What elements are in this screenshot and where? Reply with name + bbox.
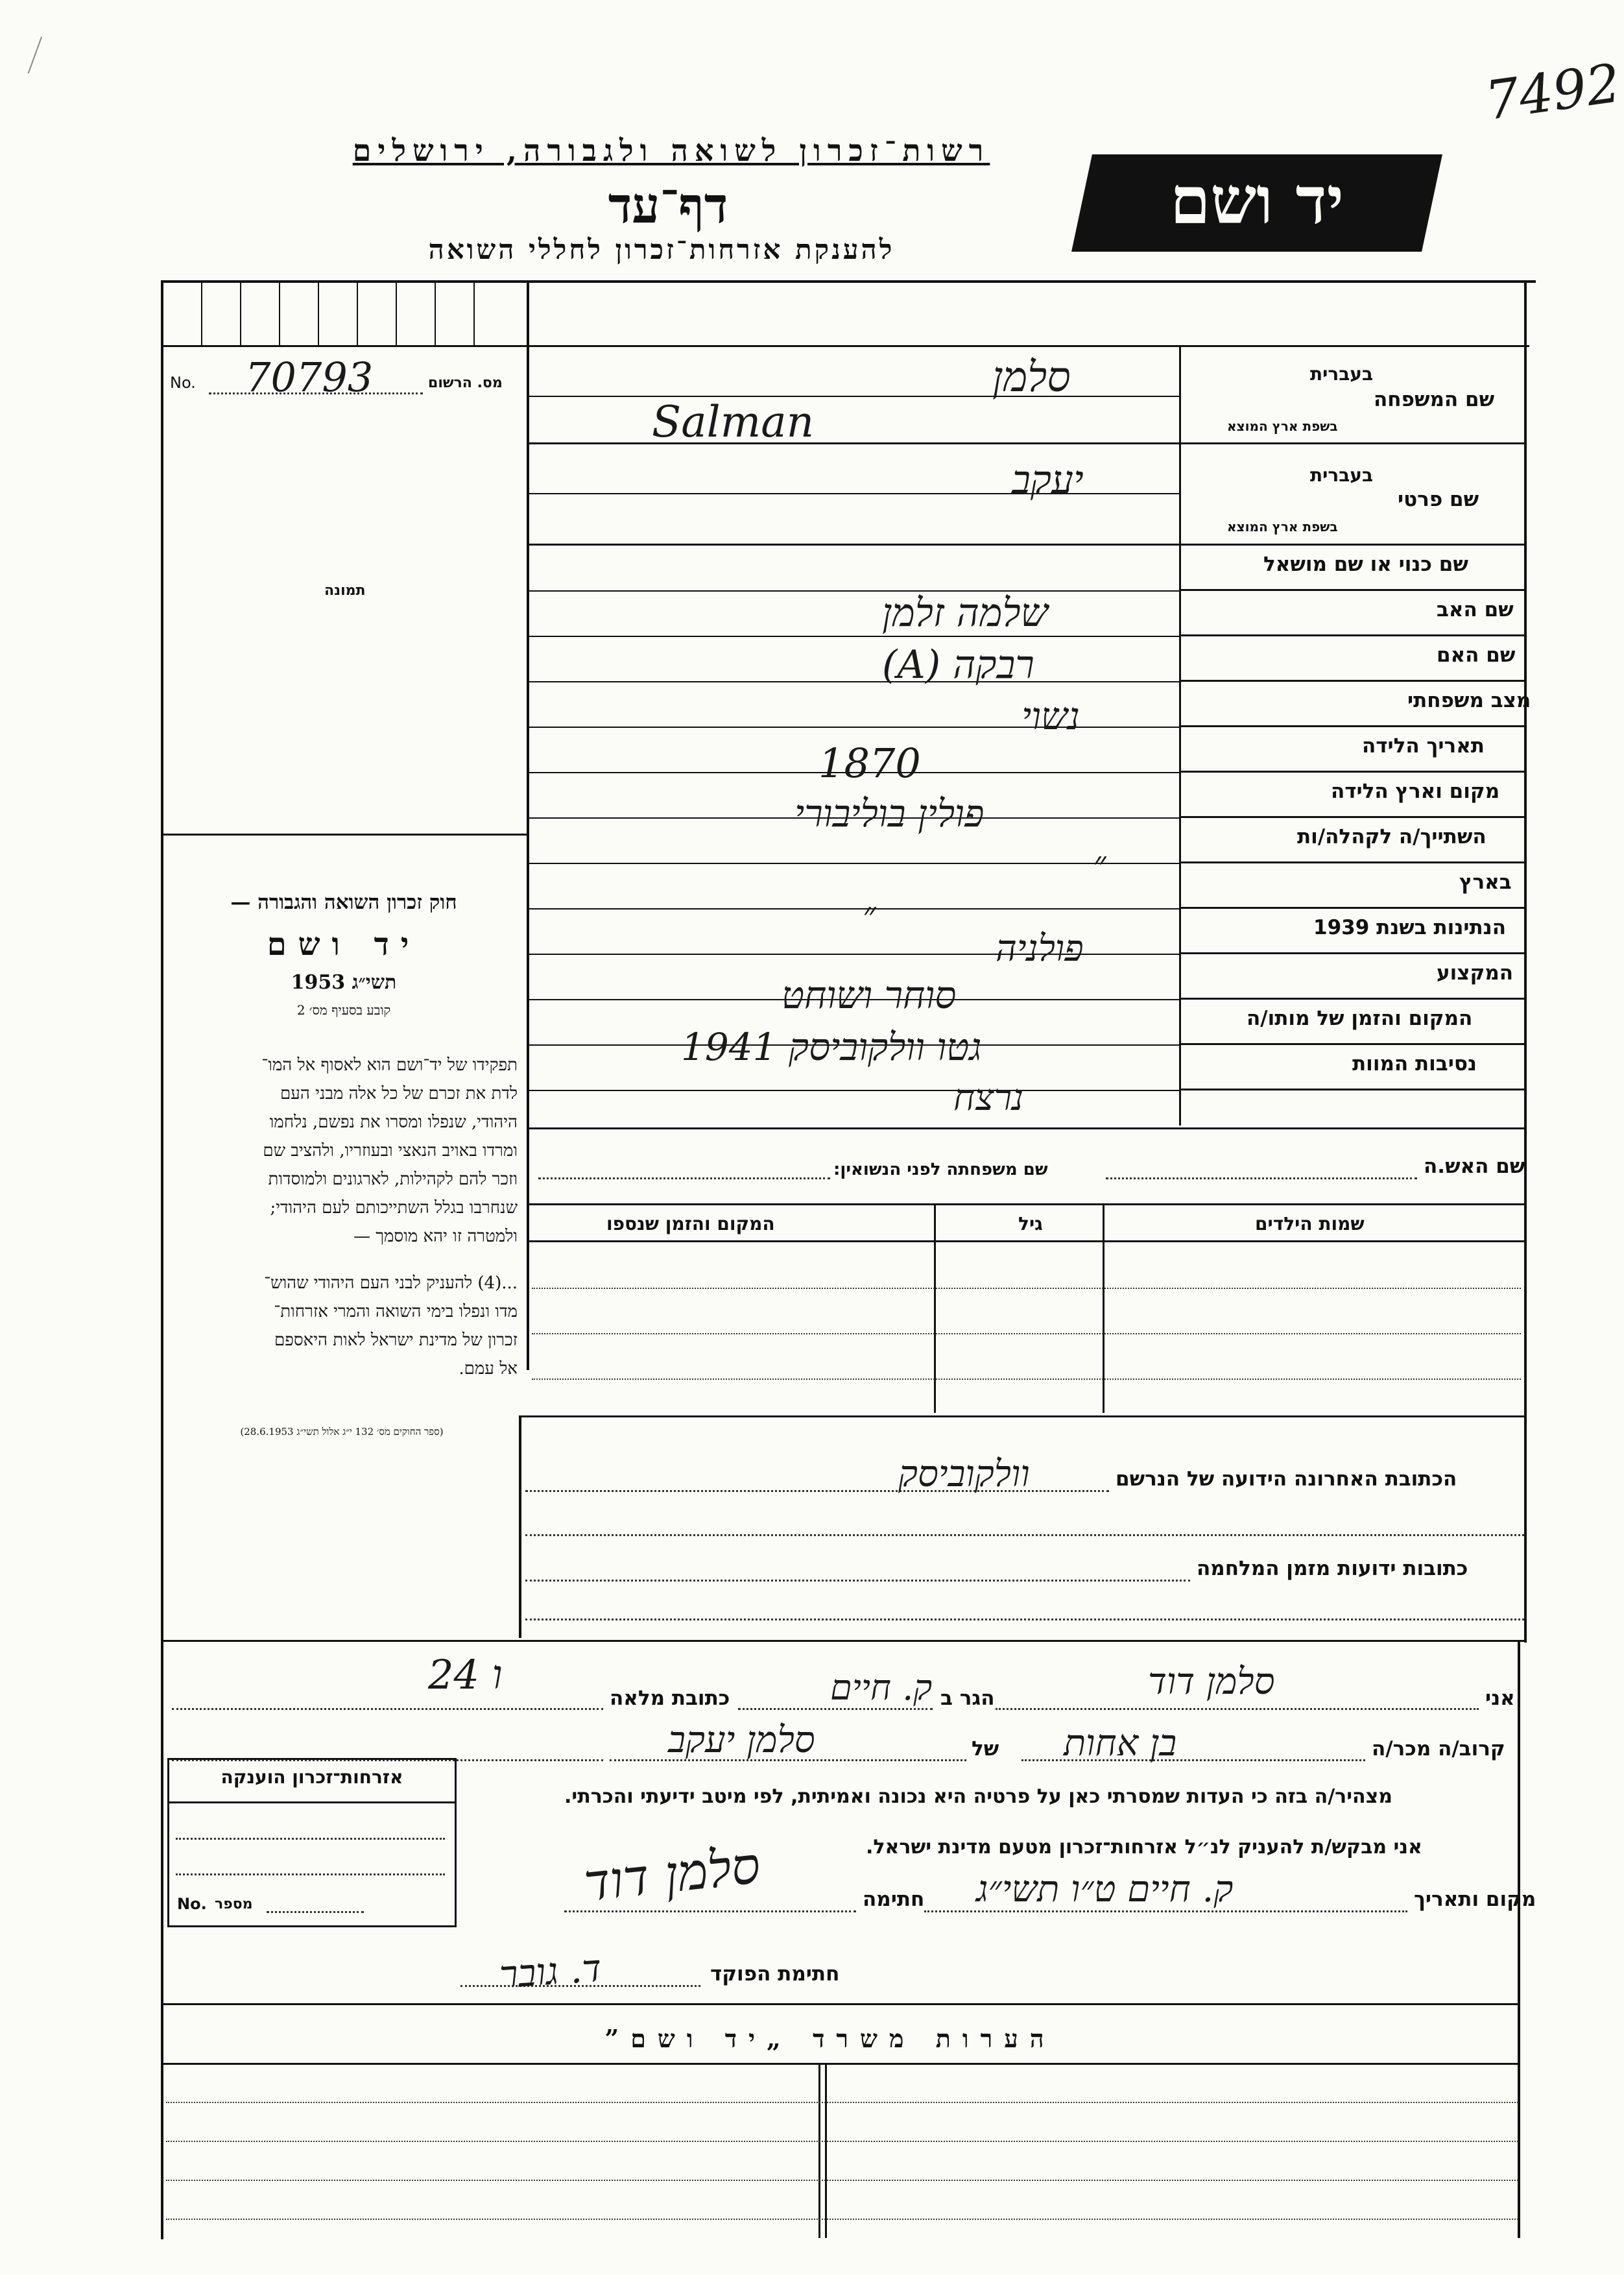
archive-number: 7492 bbox=[1481, 52, 1624, 133]
mother-label: שם האם bbox=[1437, 644, 1516, 667]
office-notes-title: הערות משרד „יד ושם” bbox=[604, 2024, 1056, 2053]
registration-number: 70793 bbox=[245, 354, 374, 401]
full-address-label: כתובת מלאה bbox=[610, 1687, 730, 1710]
citizenship-granted-box bbox=[167, 1758, 457, 1927]
form-subtitle: להענקת אזרחות־זכרון לחללי השואה bbox=[428, 234, 895, 265]
signature-label: חתימה bbox=[863, 1888, 925, 1911]
wartime-address-label: כתובות ידועות מזמן המלחמה bbox=[1197, 1557, 1468, 1580]
nickname-label: שם כנוי או שם מושאל bbox=[1263, 553, 1468, 576]
occupation-value: סוחר ושוחט bbox=[782, 973, 957, 1017]
law-year: תשי״ג 1953 bbox=[291, 971, 397, 994]
last-address-value: וולקוביסק bbox=[898, 1453, 1030, 1495]
birth-place-label: מקום וארץ הלידה bbox=[1331, 780, 1500, 803]
father-value: שלמה זלמן bbox=[882, 590, 1048, 636]
authority-name: רשות־זכרון לשואה ולגבורה, ירושלים bbox=[352, 133, 990, 168]
death-place-value: גטו וולקוביסק 1941 bbox=[681, 1025, 982, 1069]
first-name-label: שם פרטי bbox=[1398, 488, 1479, 511]
death-place-label: המקום והזמן של מותו/ה bbox=[1247, 1007, 1473, 1030]
of-value: סלמן יעקב bbox=[668, 1719, 815, 1761]
declaration-statement: מצהיר/ה בזה כי העדות שמסרתי כאן על פרטיה היא נכונה ואמיתית, לפי מיטב ידיעתי והכרתי. bbox=[564, 1785, 1392, 1808]
birth-date-value: 1870 bbox=[818, 740, 921, 787]
declaration-i-label: אני bbox=[1485, 1687, 1515, 1710]
place-date-value: ק. חיים ט״ו תשי״ג bbox=[976, 1868, 1234, 1910]
law-clause: קובע בסעיף מס׳ 2 bbox=[296, 1002, 391, 1018]
marital-label: מצב משפחתי bbox=[1407, 689, 1531, 712]
relative-label: קרוב/ה מכר/ה bbox=[1372, 1737, 1505, 1761]
family-name-hebrew: סלמן bbox=[992, 354, 1071, 402]
law-source: (ספר החוקים מס׳ 132 י״ג אלול תשי״ג 28.6.1953) bbox=[240, 1426, 444, 1438]
granted-no-label: No. bbox=[177, 1895, 207, 1913]
birth-place-value: פולין בוליבורי bbox=[794, 791, 985, 836]
registration-label: מס. הרשום bbox=[428, 375, 503, 391]
marital-value: נשוי bbox=[1021, 694, 1080, 738]
relation-value: בן אחות bbox=[1064, 1722, 1177, 1764]
declarant-name: סלמן דוד bbox=[1148, 1661, 1275, 1703]
hebrew-label-2: בעברית bbox=[1310, 464, 1374, 486]
resides-value: ק. חיים bbox=[830, 1667, 933, 1708]
spouse-label: שם האש.ה bbox=[1424, 1155, 1525, 1178]
photo-label: תמונה bbox=[324, 583, 366, 599]
family-name-label: שם המשפחה bbox=[1374, 388, 1495, 411]
children-place-header: המקום והזמן שנספו bbox=[606, 1213, 775, 1234]
spouse-maiden-label: שם משפחתה לפני הנשואין: bbox=[833, 1160, 1048, 1179]
official-signature: ד. גובר bbox=[497, 1945, 603, 1997]
granted-number-label: מספר bbox=[215, 1896, 253, 1912]
last-address-label: הכתובת האחרונה הידועה של הנרשם bbox=[1116, 1467, 1457, 1491]
death-circ-label: נסיבות המוות bbox=[1352, 1052, 1477, 1076]
birth-date-label: תאריך הלידה bbox=[1362, 734, 1485, 758]
registration-no-label: No. bbox=[170, 374, 196, 392]
top-cell-divider bbox=[201, 283, 202, 345]
citizenship-value: פולניה bbox=[996, 928, 1084, 970]
occupation-label: המקצוע bbox=[1437, 961, 1514, 985]
family-name-origin: Salman bbox=[652, 397, 815, 447]
law-text: תפקידו של יד־ושם הוא לאסוף אל המו־ לדת את זכרם של כל אלה מבני העם היהודי, שנפלו ומסרו את נפשם, נלחמו ומרדו באויב הנאצי ובעוזריו, ולהציב שם וזכר להם לקהילות, לארגונים ולמוסדות שנחרבו בגלל השתייכותם לעם היהודי; ולמטרה זו יהא מוסמך — ...(4) להעניק לבני העם היהודי שהוש־ מדו ונפלו בימי השואה והמרי אזרחות־ זכרון של מדינת ישראל לאות היאספם אל עמם. bbox=[261, 1055, 518, 1378]
citizenship-label: הנתינות בשנת 1939 bbox=[1313, 916, 1507, 939]
resides-label: הגר ב bbox=[940, 1687, 995, 1710]
place-date-label: מקום ותאריך bbox=[1414, 1888, 1536, 1911]
children-age-header: גיל bbox=[1018, 1213, 1043, 1234]
origin-label-1: בשפת ארץ המוצא bbox=[1227, 418, 1338, 434]
first-name-hebrew: יעקב bbox=[1012, 457, 1084, 503]
hebrew-label-1: בעברית bbox=[1310, 363, 1374, 385]
declaration-request: אני מבקש/ת להעניק לנ״ל אזרחות־זכרון מטעם מדינת ישראל. bbox=[866, 1836, 1422, 1859]
of-label: של bbox=[972, 1737, 999, 1761]
form-title: דף־עד bbox=[608, 176, 728, 234]
law-title: חוק זכרון השואה והגבורה — bbox=[230, 891, 457, 914]
official-signature-label: חתימת הפוקד bbox=[710, 1962, 840, 1986]
father-label: שם האב bbox=[1437, 598, 1514, 621]
origin-label-2: בשפת ארץ המוצא bbox=[1227, 519, 1338, 535]
logo-text: יד ושם bbox=[1170, 162, 1344, 239]
granted-title: אזרחות־זכרון הוענקה bbox=[221, 1766, 403, 1788]
margin-mark bbox=[28, 36, 61, 80]
community-label: השתייך/ה לקהלה/ות bbox=[1297, 825, 1487, 849]
law-name: יד ושם bbox=[267, 926, 421, 963]
children-names-header: שמות הילדים bbox=[1255, 1213, 1365, 1234]
full-address-value: 24 ו bbox=[428, 1651, 503, 1698]
declarant-signature: סלמן דוד bbox=[581, 1836, 763, 1913]
death-circ-value: נרצח bbox=[953, 1077, 1024, 1119]
country-label: בארץ bbox=[1459, 871, 1512, 894]
country-value: ״ bbox=[863, 894, 876, 935]
community-value: ״ bbox=[1093, 843, 1106, 884]
mother-value: רבקה (A) bbox=[882, 642, 1034, 688]
